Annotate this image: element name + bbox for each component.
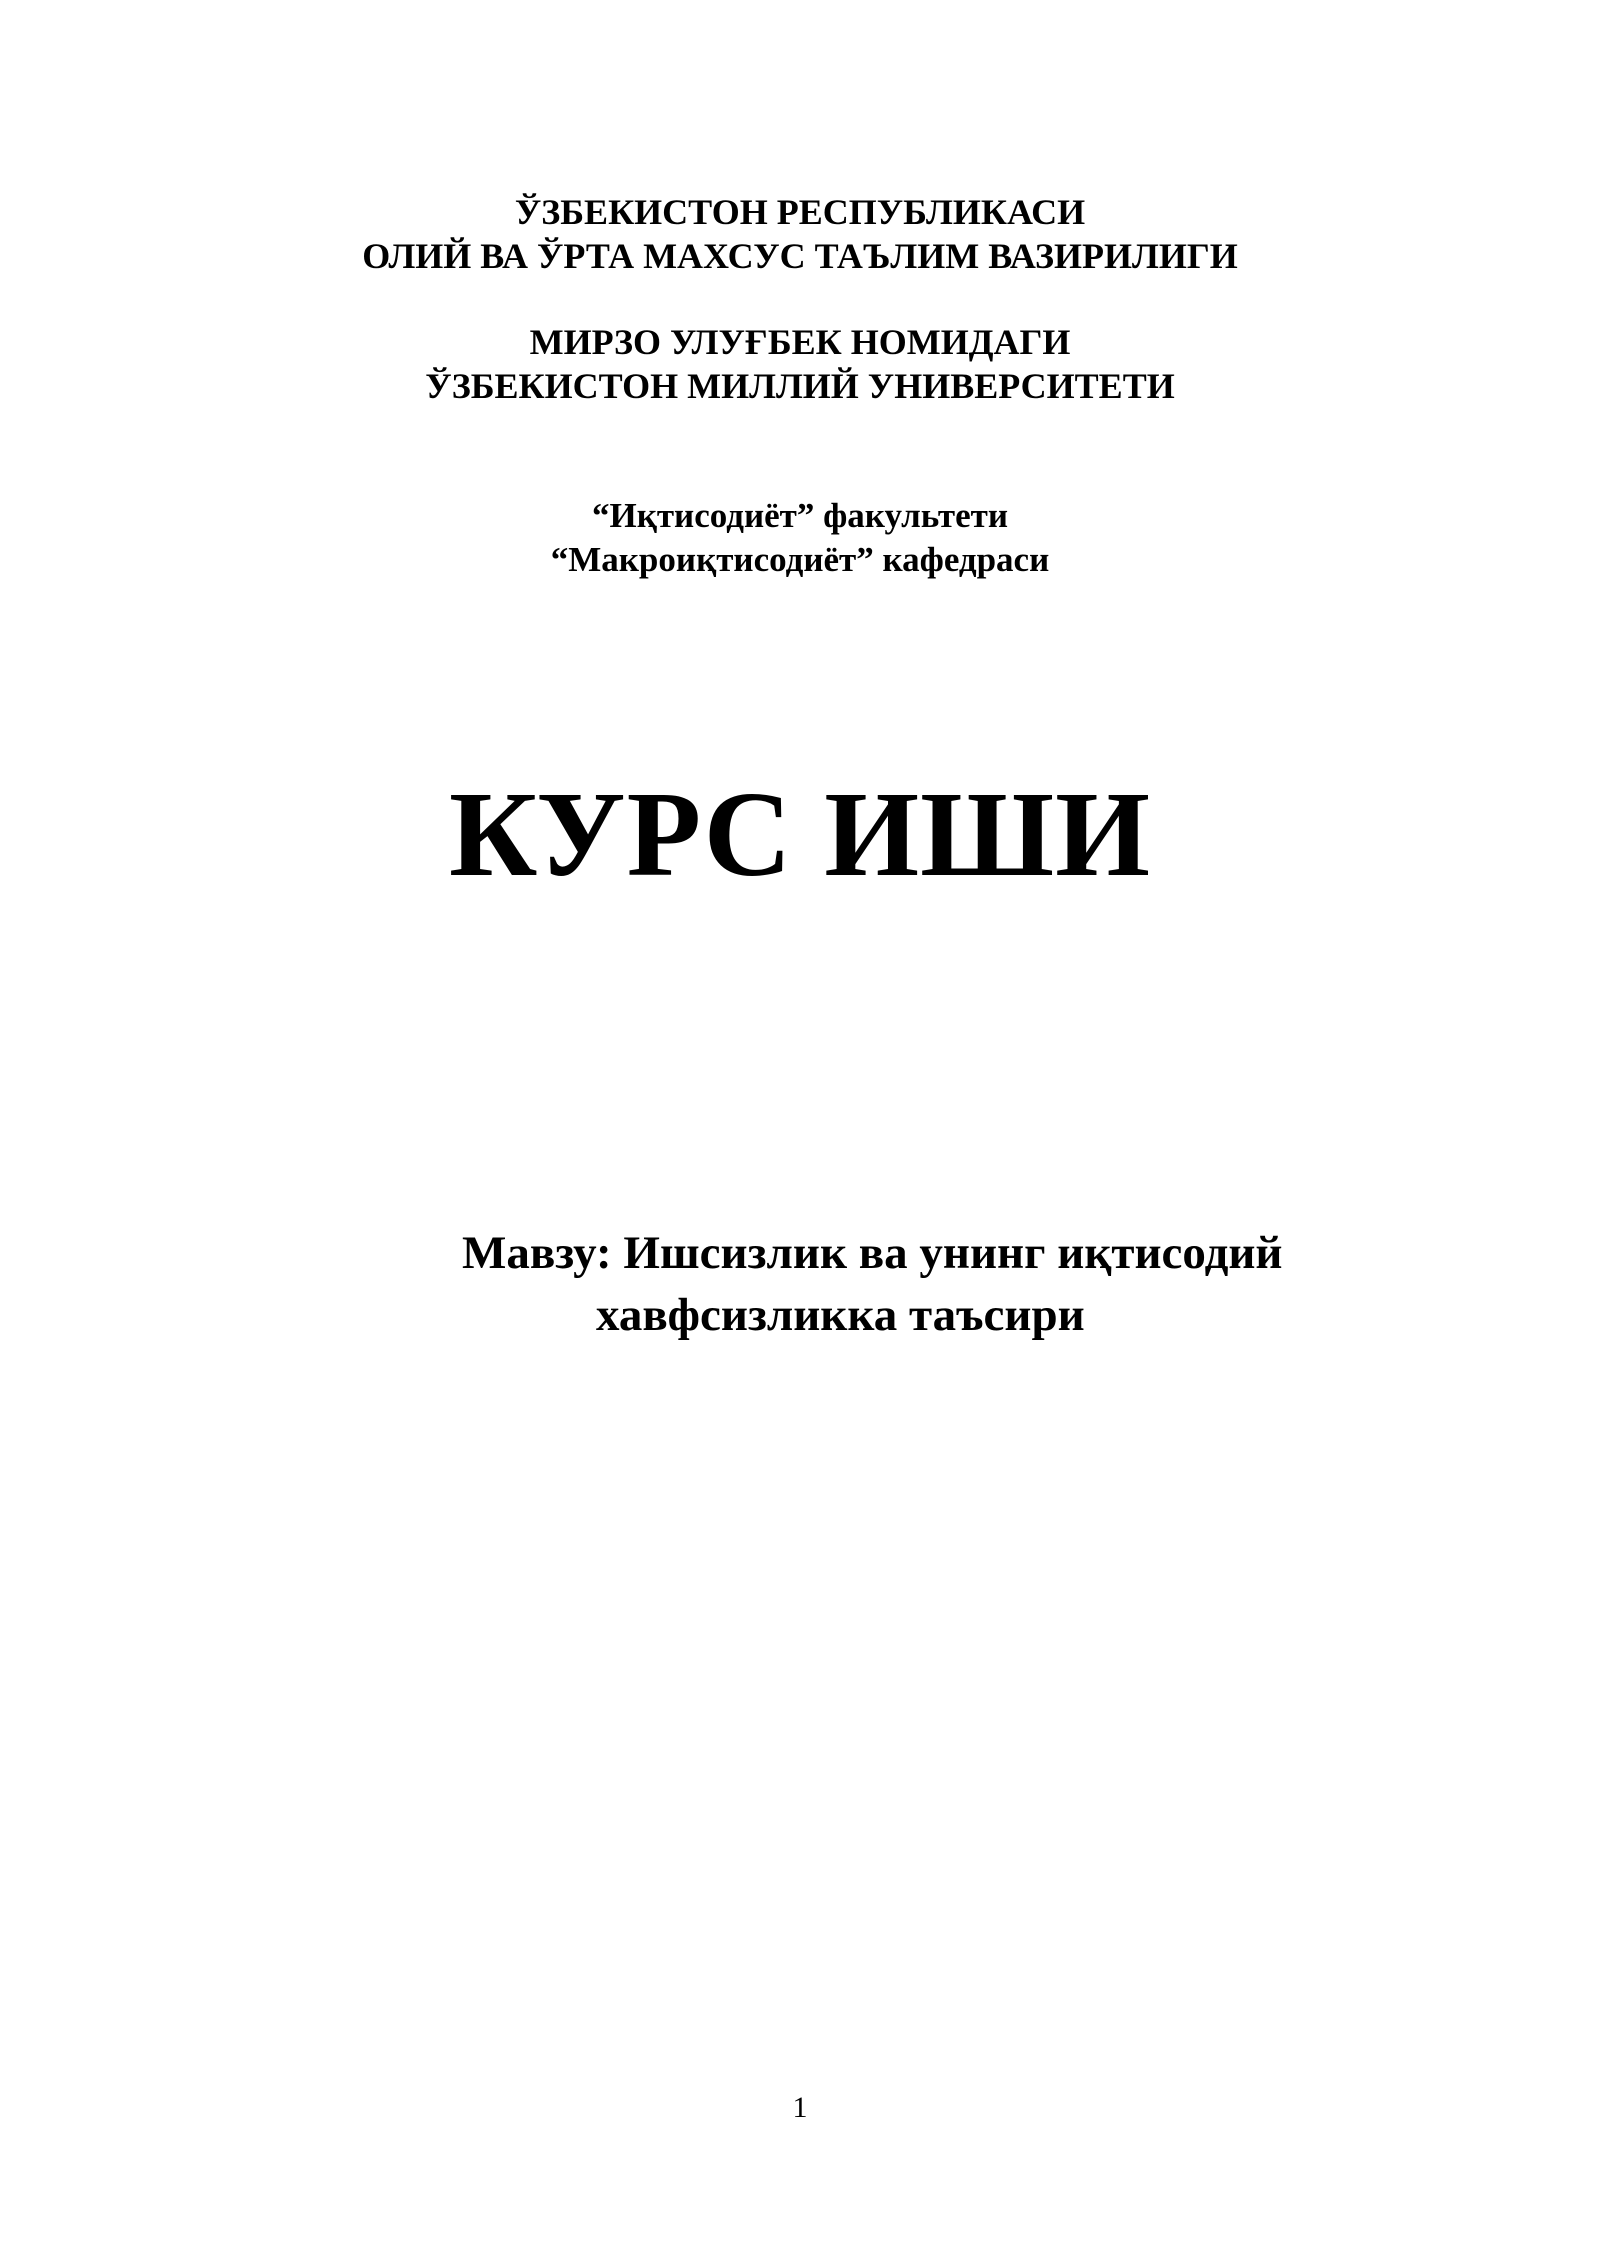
faculty-department [0, 494, 1600, 582]
faculty-name: “Иқтисодиёт” факультети [591, 496, 1009, 535]
department-name: “Макроиқтисодиёт” кафедраси [550, 540, 1050, 579]
university-header [0, 320, 1600, 408]
document-title: КУРС ИШИ [449, 767, 1151, 902]
university-line-2: ЎЗБЕКИСТОН МИЛЛИЙ УНИВЕРСИТЕТИ [425, 366, 1175, 406]
topic-line-2: хавфсизликка таъсири [596, 1289, 1085, 1341]
page-number: 1 [792, 2091, 808, 2124]
university-line-1: МИРЗО УЛУҒБЕК НОМИДАГИ [529, 322, 1071, 362]
ministry-header [0, 190, 1600, 278]
ministry-line-2: ОЛИЙ ВА ЎРТА МАХСУС ТАЪЛИМ ВАЗИРИЛИГИ [362, 236, 1238, 276]
ministry-line-1: ЎЗБЕКИСТОН РЕСПУБЛИКАСИ [514, 192, 1086, 232]
topic-line-1: Мавзу: Ишсизлик ва унинг иқтисодий [462, 1227, 1283, 1279]
